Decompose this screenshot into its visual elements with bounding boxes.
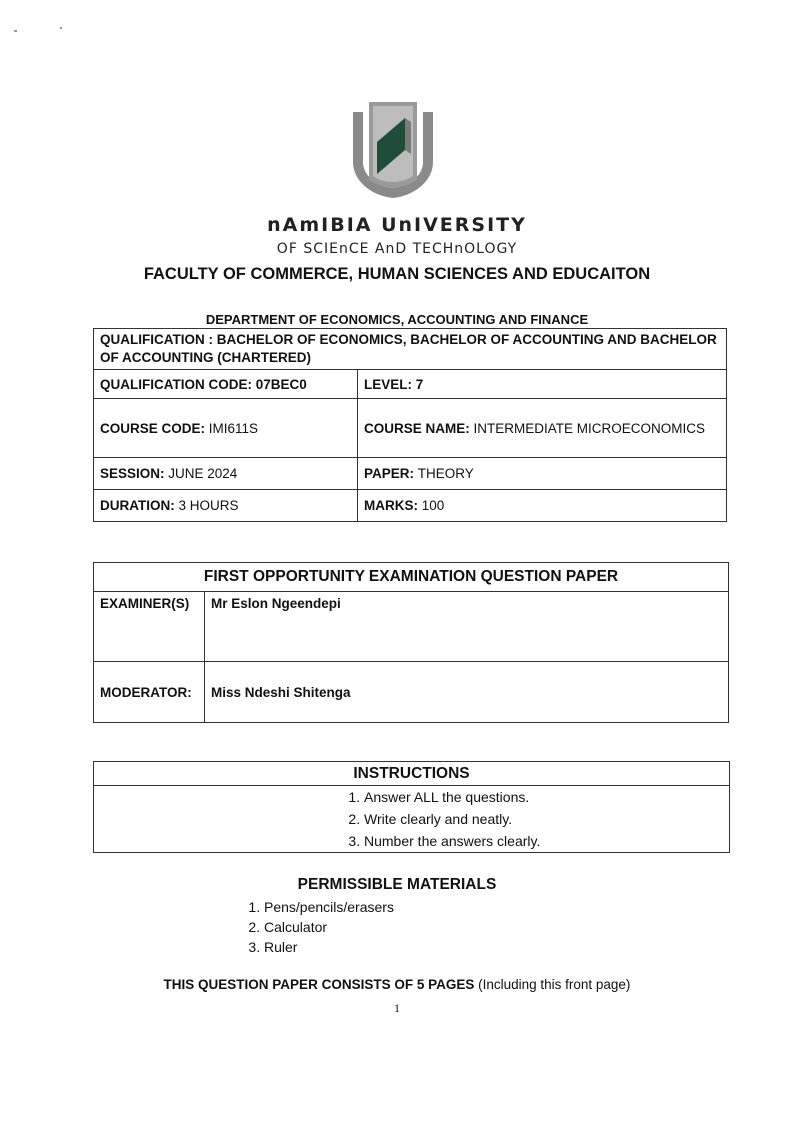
duration-value: 3 HOURS xyxy=(178,498,239,513)
session-label: SESSION: xyxy=(100,466,169,481)
moderator-label: MODERATOR: xyxy=(94,662,205,723)
moderator-name: Miss Ndeshi Shitenga xyxy=(205,662,729,723)
instructions-list xyxy=(94,786,729,852)
course-name-value: INTERMEDIATE MICROECONOMICS xyxy=(473,420,706,436)
course-code-label: COURSE CODE: xyxy=(100,420,209,436)
qualification-label: QUALIFICATION : xyxy=(100,332,217,347)
permissible-materials-list xyxy=(236,897,394,957)
paper-value: THEORY xyxy=(417,466,474,481)
list-item: 2. Write clearly and neatly. xyxy=(364,808,729,830)
session-cell xyxy=(94,458,358,490)
level-value: 7 xyxy=(415,376,424,392)
session-value: JUNE 2024 xyxy=(168,466,238,481)
list-item: 3. Ruler xyxy=(264,937,394,957)
list-item: 1. Pens/pencils/erasers xyxy=(264,897,394,917)
list-item: 1. Answer ALL the questions. xyxy=(364,786,729,808)
course-name-label: COURSE NAME: xyxy=(364,420,474,436)
qualification-code-cell xyxy=(94,370,358,399)
paper-label: PAPER: xyxy=(364,466,418,481)
course-code-cell xyxy=(94,399,358,458)
list-item: 2. Calculator xyxy=(264,917,394,937)
qualification-cell xyxy=(94,329,727,370)
course-code-value: IMI611S xyxy=(208,420,259,436)
level-label: LEVEL: xyxy=(364,376,416,392)
page-count-bold: THIS QUESTION PAPER CONSISTS OF 5 PAGES xyxy=(163,977,475,992)
qualification-value: BACHELOR OF ECONOMICS, BACHELOR OF ACCOUNTING AND BACHELOR OF ACCOUNTING (CHARTERED) xyxy=(100,332,717,365)
faculty-heading: FACULTY OF COMMERCE, HUMAN SCIENCES AND EDUCAITON xyxy=(143,265,651,283)
duration-label: DURATION: xyxy=(100,498,179,513)
marks-cell xyxy=(358,490,727,522)
level-cell xyxy=(358,370,727,399)
examiner-label: EXAMINER(S) xyxy=(94,592,205,662)
page-count-rest: (Including this front page) xyxy=(474,977,631,992)
university-logo-icon xyxy=(347,100,439,200)
instructions-title: INSTRUCTIONS xyxy=(94,762,729,786)
qualification-code-label: QUALIFICATION CODE: xyxy=(100,376,256,392)
permissible-materials-title: PERMISSIBLE MATERIALS xyxy=(297,876,497,893)
examiner-name: Mr Eslon Ngeendepi xyxy=(205,592,729,662)
department-heading: DEPARTMENT OF ECONOMICS, ACCOUNTING AND FINANCE xyxy=(205,312,589,327)
qualification-table xyxy=(93,328,727,522)
instructions-box xyxy=(93,761,730,853)
page-count-note xyxy=(0,977,794,992)
marks-value: 100 xyxy=(421,498,445,513)
examiner-table xyxy=(93,562,729,723)
marks-label: MARKS: xyxy=(364,498,422,513)
university-subtitle: OF SCIEnCE AnD TECHnOLOGY xyxy=(276,241,518,257)
qualification-code-value: 07BEC0 xyxy=(255,376,307,392)
paper-cell xyxy=(358,458,727,490)
duration-cell xyxy=(94,490,358,522)
scan-speck xyxy=(14,30,17,32)
exam-paper-title: FIRST OPPORTUNITY EXAMINATION QUESTION PAPER xyxy=(94,563,729,592)
university-name: nAmIBIA UnIVERSITY xyxy=(267,214,527,236)
scan-speck xyxy=(60,27,62,29)
list-item: 3. Number the answers clearly. xyxy=(364,830,729,852)
page-number: 1 xyxy=(394,1001,400,1015)
course-name-cell xyxy=(358,399,727,458)
